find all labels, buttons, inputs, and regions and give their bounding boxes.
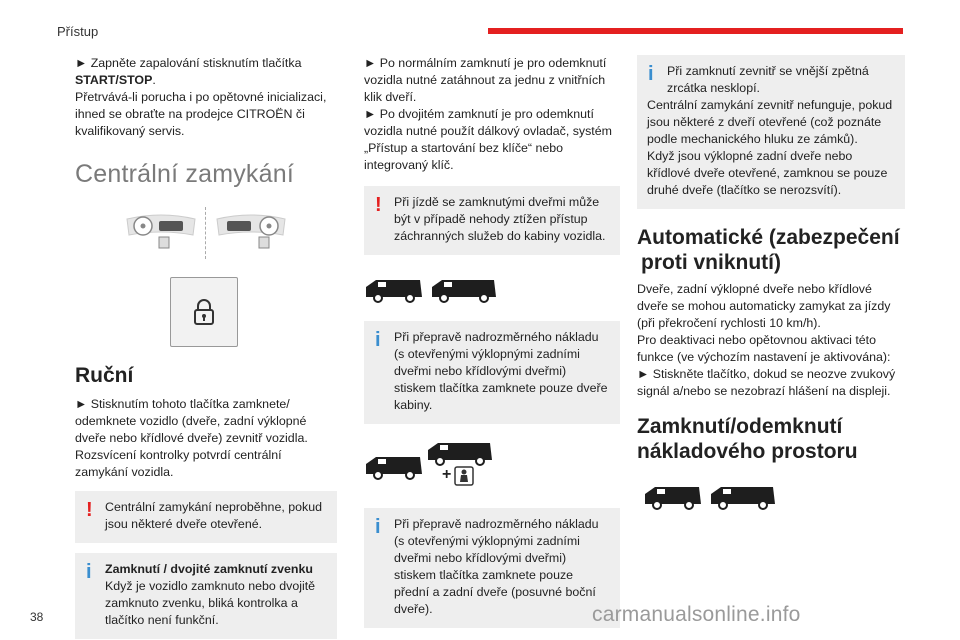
start-stop-label: START/STOP bbox=[75, 73, 153, 87]
van-short-icon bbox=[643, 484, 703, 510]
manual-text-1: ► Stisknutím tohoto tlačítka zamknete/ odemknete vozidlo (dveře, zadní výklopné dveře nebo křídlové dveře) zevnitř vozidla. bbox=[75, 397, 308, 445]
watermark: carmanualsonline.info bbox=[592, 603, 801, 626]
info-note-text-b: Centrální zamykání zevnitř nefunguje, pokud jsou některé z dveří otevřené (což poznáte podle mechanického hluku ze zámků). bbox=[647, 98, 893, 146]
info-note-text-c: Když jsou výklopné zadní dveře nebo křídlové dveře otevřené, zamknou se pouze druhé dveře (tlačítko se nerozsvítí). bbox=[647, 149, 888, 197]
dashboard-rhd-icon bbox=[215, 213, 287, 249]
auto-lock-text-1: Dveře, zadní výklopné dveře nebo křídlové dveře se mohou automaticky zamykat za jízdy (při překročení rychlosti 10 km/h). bbox=[637, 282, 891, 330]
column-1 bbox=[75, 55, 337, 639]
info-note-text-a: Při zamknutí zevnitř se vnější zpětná zrcátka nesklopí. bbox=[667, 64, 869, 95]
info-note-text: Při přepravě nadrozměrného nákladu (s otevřenými výklopnými zadními dveřmi nebo křídlovými dveřmi) stiskem tlačítka zamknete pouze přední a zadní dveře (posuvné boční dveře). bbox=[394, 517, 599, 616]
info-icon: i bbox=[648, 63, 654, 85]
manual-text-2: Rozsvícení kontrolky potvrdí centrální zamykání vozidla. bbox=[75, 448, 282, 479]
intro-rest: Přetrvává-li porucha i po opětovné inicializaci, ihned se obraťte na prodejce CITROËN či kvalifikovaný servis. bbox=[75, 90, 327, 138]
header-accent-bar bbox=[488, 28, 903, 34]
plus-sign: + bbox=[442, 466, 452, 483]
manual-title: Ruční bbox=[75, 364, 134, 387]
info-note-text: Při přepravě nadrozměrného nákladu (s otevřenými výklopnými zadními dveřmi nebo křídlovými dveřmi) stiskem tlačítka zamknete pouze dveře kabiny. bbox=[394, 330, 608, 412]
auto-lock-title bbox=[637, 225, 905, 275]
column-3 bbox=[637, 55, 905, 510]
van-illustrations-1 bbox=[364, 277, 620, 303]
cargo-lock-title bbox=[637, 414, 905, 464]
unlock-double-paragraph: ► Po dvojitém zamknutí je pro odemknutí vozidla nutné použít dálkový ovladač, systém „Přístup a startování bez klíče“ nebo integrovaný klíč. bbox=[364, 107, 612, 172]
info-note-text: Když je vozidlo zamknuto nebo dvojitě zamknuto zvenku, bliká kontrolka a tlačítko není funkční. bbox=[105, 579, 316, 627]
van-illustrations-2 bbox=[364, 440, 620, 490]
padlock-icon bbox=[191, 297, 217, 327]
info-icon: i bbox=[375, 516, 381, 538]
warning-note bbox=[364, 186, 620, 255]
van-short-icon bbox=[364, 454, 424, 480]
van-short-icon bbox=[364, 277, 424, 303]
warning-icon: ! bbox=[86, 499, 93, 521]
info-icon: i bbox=[375, 329, 381, 351]
info-note bbox=[75, 553, 337, 639]
lock-button-illustration bbox=[170, 277, 238, 347]
van-long-icon bbox=[709, 484, 777, 510]
warning-note bbox=[75, 491, 337, 543]
auto-lock-text-3: ► Stiskněte tlačítko, dokud se neozve zvukový signál a/nebo se nezobrazí hlášení na displeji. bbox=[637, 367, 896, 398]
page-number: 38 bbox=[30, 610, 44, 624]
running-header: Přístup bbox=[57, 24, 99, 39]
unlock-normal-paragraph: ► Po normálním zamknutí je pro odemknutí vozidla nutné zatáhnout za jednu z vnitřních klik dveří. bbox=[364, 56, 607, 104]
divider-dashed bbox=[205, 207, 206, 259]
child-seat-icon bbox=[454, 466, 474, 486]
info-note-interior bbox=[637, 55, 905, 209]
intro-paragraph: ► Zapněte zapalování stisknutím tlačítka START/STOP. Přetrvává-li porucha i po opětovné inicializaci, ihned se obraťte na prodejce CITROËN či kvalifikovaný servis. bbox=[75, 56, 327, 138]
van-illustrations-3 bbox=[643, 484, 905, 510]
info-icon: i bbox=[86, 561, 92, 583]
warning-icon: ! bbox=[375, 194, 382, 216]
cargo-lock-title-line1: Zamknutí/odemknutí bbox=[637, 415, 843, 438]
intro-line: ► Zapněte zapalování stisknutím tlačítka bbox=[75, 56, 302, 70]
van-long-icon bbox=[426, 440, 494, 466]
column-2 bbox=[364, 55, 620, 628]
auto-lock-title-line2: proti vniknutí) bbox=[641, 251, 781, 274]
cargo-lock-title-line2: nákladového prostoru bbox=[637, 440, 858, 463]
info-note-cabin bbox=[364, 321, 620, 424]
info-note-title: Zamknutí / dvojité zamknutí zvenku bbox=[105, 562, 313, 576]
dashboard-lhd-icon bbox=[125, 213, 197, 249]
auto-lock-title-line1: Automatické (zabezpečení bbox=[637, 226, 900, 249]
section-title-central-locking: Centrální zamykání bbox=[75, 160, 294, 188]
info-note-front-rear bbox=[364, 508, 620, 628]
warning-note-text: Centrální zamykání neproběhne, pokud jsou některé dveře otevřené. bbox=[105, 500, 322, 531]
auto-lock-text-2: Pro deaktivaci nebo opětovnou aktivaci této funkce (ve výchozím nastavení je aktivována): bbox=[637, 333, 891, 364]
warning-note-text: Při jízdě se zamknutými dveřmi může být v případě nehody ztížen přístup záchranných služeb do kabiny vozidla. bbox=[394, 195, 606, 243]
van-long-icon bbox=[430, 277, 498, 303]
dashboard-illustrations bbox=[75, 207, 337, 263]
